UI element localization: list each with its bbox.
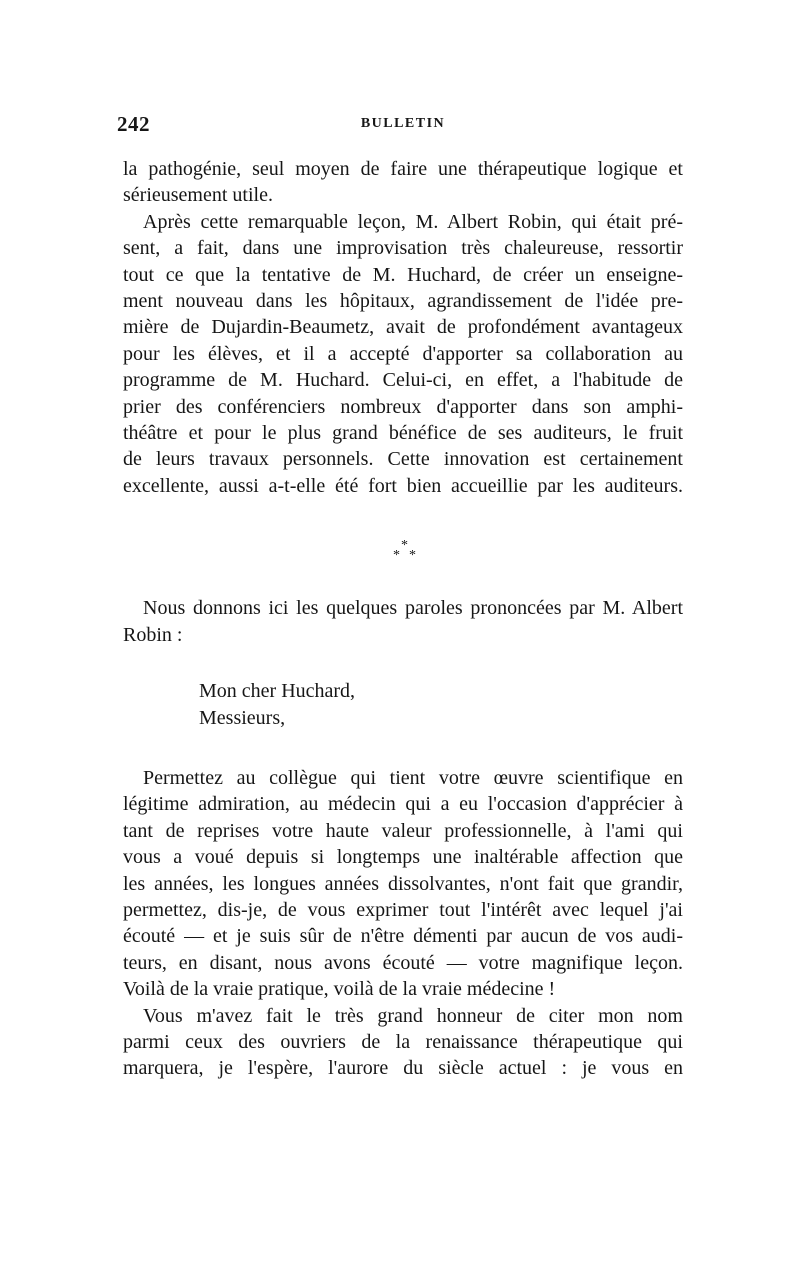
text-line: tout ce que la tentative de M. Huchard, de créer un enseigne- [123, 263, 683, 286]
asterism-star: * [393, 548, 400, 564]
text-line: pour les élèves, et il a accepté d'apporter sa collaboration au [123, 342, 683, 365]
page-number: 242 [117, 112, 150, 136]
paragraph-pathogenie [123, 156, 683, 209]
paragraph-permettez [123, 765, 683, 1003]
text-line: Nous donnons ici les quelques paroles prononcées par M. Albert [143, 597, 683, 620]
text-line: excellente, aussi a-t-elle été fort bien accueillie par les auditeurs. [123, 474, 683, 497]
paragraph-honneur [123, 1003, 683, 1082]
asterism-star: * [409, 548, 416, 564]
paragraph-introduction [123, 595, 683, 648]
text-line: sent, a fait, dans une improvisation très chaleureuse, ressortir [123, 237, 683, 260]
text-line: légitime admiration, au médecin qui a eu l'occasion d'apprécier à [123, 793, 683, 816]
text-line: écouté — et je suis sûr de n'être démenti par aucun de vos audi- [123, 925, 683, 948]
salutation-line: Mon cher Huchard, [199, 680, 356, 703]
letter-salutation [199, 678, 683, 731]
text-line: marquera, je l'espère, l'aurore du siècle actuel : je vous en [123, 1057, 683, 1080]
text-line: prier des conférenciers nombreux d'apporter dans son amphi- [123, 395, 683, 418]
asterism-separator [123, 499, 683, 595]
text-line: théâtre et pour le plus grand bénéfice de ses auditeurs, le fruit [123, 422, 683, 445]
text-line: teurs, en disant, nous avons écouté — votre magnifique leçon. [123, 951, 683, 974]
paragraph-robin-lecture [123, 209, 683, 499]
text-line: vous a voué depuis si longtemps une inaltérable affection que [123, 846, 683, 869]
text-line: permettez, dis-je, de vous exprimer tout l'intérêt avec lequel j'ai [123, 898, 683, 921]
text-line: tant de reprises votre haute valeur professionnelle, à l'ami qui [123, 819, 683, 842]
asterism-star: * [401, 538, 408, 554]
text-line: programme de M. Huchard. Celui-ci, en effet, a l'habitude de [123, 369, 683, 392]
text-line: Après cette remarquable leçon, M. Albert Robin, qui était pré- [143, 210, 683, 233]
text-line: sérieusement utile. [123, 184, 273, 207]
text-line: Permettez au collègue qui tient votre œuvre scientifique en [143, 766, 683, 789]
text-line: la pathogénie, seul moyen de faire une thérapeutique logique et [123, 158, 683, 180]
text-line: parmi ceux des ouvriers de la renaissance thérapeutique qui [123, 1030, 683, 1053]
text-line: Vous m'avez fait le très grand honneur de citer mon nom [143, 1004, 683, 1027]
text-line: ment nouveau dans les hôpitaux, agrandissement de l'idée pre- [123, 290, 683, 313]
text-line: mière de Dujardin-Beaumetz, avait de profondément avantageux [123, 316, 683, 339]
text-line: Voilà de la vraie pratique, voilà de la vraie médecine ! [123, 978, 556, 1001]
salutation-line: Messieurs, [199, 706, 286, 729]
running-title: BULLETIN [360, 116, 446, 131]
book-page [117, 112, 683, 1082]
page-header [117, 112, 683, 142]
text-line: de leurs travaux personnels. Cette innovation est certainement [123, 448, 683, 471]
text-line: les années, les longues années dissolvantes, n'ont fait que grandir, [123, 872, 683, 895]
text-line: Robin : [123, 623, 183, 646]
